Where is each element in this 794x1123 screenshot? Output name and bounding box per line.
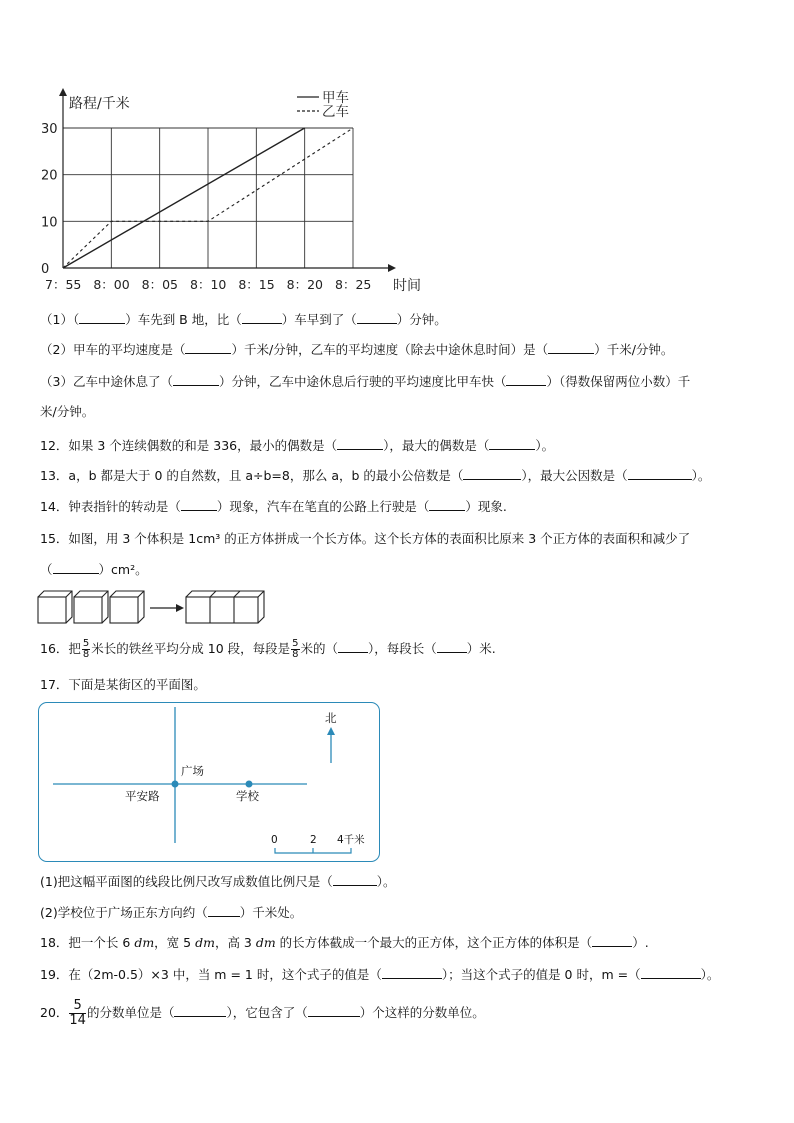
y-axis-arrow (59, 88, 67, 96)
scale-tick: 2 (310, 834, 317, 846)
scale-tick: 0 (271, 834, 278, 846)
x-tick-label: 8：00 (93, 277, 130, 292)
x-tick-label: 8：05 (141, 277, 179, 292)
cube (74, 591, 108, 623)
distance-time-chart (30, 82, 430, 292)
answer-blank[interactable] (181, 498, 217, 511)
answer-blank[interactable] (463, 467, 521, 480)
answer-blank[interactable] (79, 311, 125, 324)
answer-blank[interactable] (173, 373, 219, 386)
q11-part2: （2）甲车的平均速度是（ ）千米/分钟，乙车的平均速度（除去中途休息时间）是（ ）千米/分钟。 (40, 342, 674, 357)
q11-part1: （1）（ ）车先到 B 地，比（ ）车早到了（ ）分钟。 (40, 312, 447, 327)
legend-label: 乙车 (322, 104, 349, 120)
question-12: 12．如果 3 个连续偶数的和是 336，最小的偶数是（ ），最大的偶数是（ ）。 (40, 438, 555, 453)
fraction: $\frac{5}{14}$ (69, 998, 86, 1028)
road-label: 平安路 (125, 789, 160, 803)
answer-blank[interactable] (338, 640, 368, 653)
question-16: 16．把 $\frac{5}{8}$ 米长的铁丝平均分成 10 段，每段是 $\frac{5}{8}$ 米的（ ），每段长（ ）米. (40, 638, 496, 660)
north-arrow-icon (327, 727, 335, 763)
cuboid (186, 591, 264, 623)
x-tick-label: 8：25 (335, 277, 372, 292)
y-tick-label: 30 (41, 122, 58, 137)
legend-label: 甲车 (322, 90, 349, 106)
square-point (172, 781, 179, 788)
answer-blank[interactable] (506, 373, 546, 386)
y-tick-label: 20 (41, 168, 58, 184)
square-label: 广场 (181, 764, 204, 778)
cube (110, 591, 144, 623)
fraction: $\frac{5}{8}$ (82, 638, 90, 660)
q11-part3-cont: 米/分钟。 (40, 404, 95, 419)
x-axis-arrow (388, 264, 396, 272)
answer-blank[interactable] (437, 640, 467, 653)
answer-blank[interactable] (548, 341, 594, 354)
question-15-answer: （ ）cm²。 (40, 562, 148, 577)
question-17-sub2: (2)学校位于广场正东方向约（ ）千米处。 (40, 905, 303, 920)
chart-grid (63, 128, 353, 268)
y-tick-label: 10 (41, 215, 58, 231)
answer-blank[interactable] (429, 498, 465, 511)
north-label: 北 (325, 711, 337, 725)
x-tick-label: 8：20 (286, 277, 324, 292)
y-tick-label: 0 (41, 262, 50, 277)
answer-blank[interactable] (382, 966, 442, 979)
school-label: 学校 (236, 789, 259, 803)
x-tick-label: 7：55 (45, 277, 82, 292)
answer-blank[interactable] (628, 467, 692, 480)
question-15: 15．如图，用 3 个体积是 1cm³ 的正方体拼成一个长方体。这个长方体的表面积比原来 3 个正方体的表面积和减少了 (40, 531, 691, 546)
y-axis-label: 路程/千米 (69, 96, 130, 112)
fraction: $\frac{5}{8}$ (292, 638, 299, 660)
answer-blank[interactable] (592, 934, 632, 947)
answer-blank[interactable] (308, 1004, 360, 1017)
answer-blank[interactable] (185, 341, 231, 354)
answer-blank[interactable] (174, 1004, 226, 1017)
answer-blank[interactable] (357, 311, 397, 324)
q11-part3: （3）乙车中途休息了（ ）分钟，乙车中途休息后行驶的平均速度比甲车快（ ）（得数保留两位小数）千 (40, 374, 691, 389)
answer-blank[interactable] (53, 561, 99, 574)
scale-tick: 4千米 (337, 834, 365, 846)
question-14: 14．钟表指针的转动是（ ）现象，汽车在笔直的公路上行驶是（ ）现象. (40, 499, 507, 514)
answer-blank[interactable] (641, 966, 701, 979)
scale-bar (275, 848, 351, 853)
question-18: 18．把一个长 6 dm，宽 5 dm，高 3 dm 的长方体截成一个最大的正方体，这个正方体的体积是（ ）. (40, 935, 649, 950)
cube (38, 591, 72, 623)
question-17-sub1: (1)把这幅平面图的线段比例尺改写成数值比例尺是（ ）。 (40, 874, 396, 889)
x-axis-label: 时间 (393, 278, 421, 292)
question-17: 17．下面是某街区的平面图。 (40, 677, 206, 692)
chart-labels (41, 90, 421, 292)
school-point (246, 781, 253, 788)
answer-blank[interactable] (489, 437, 535, 450)
answer-blank[interactable] (333, 873, 377, 886)
street-map (38, 702, 380, 862)
series-line-jia (63, 128, 305, 268)
x-tick-label: 8：10 (190, 277, 227, 292)
x-tick-label: 8：15 (238, 277, 275, 292)
arrow-icon (150, 604, 184, 612)
answer-blank[interactable] (242, 311, 282, 324)
question-13: 13．a，b 都是大于 0 的自然数，且 a÷b=8，那么 a，b 的最小公倍数是（ ），最大公因数是（ ）。 (40, 468, 711, 483)
answer-blank[interactable] (337, 437, 383, 450)
cubes-figure (36, 589, 268, 625)
answer-blank[interactable] (208, 904, 240, 917)
question-20: 20． $\frac{5}{14}$ 的分数单位是（ ），它包含了（ ）个这样的分数单位。 (40, 998, 485, 1028)
question-19: 19．在（2m-0.5）×3 中，当 m = 1 时，这个式子的值是（ ）；当这个式子的值是 0 时，m =（ ）。 (40, 967, 720, 982)
